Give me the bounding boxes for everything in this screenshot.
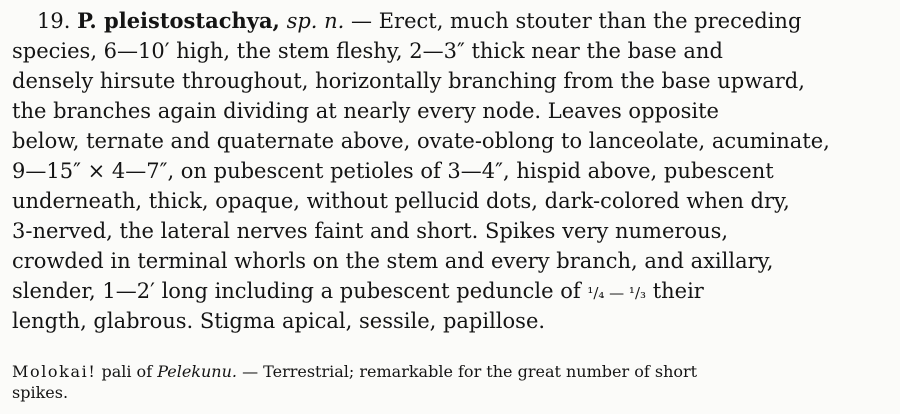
description-line: species, 6—10′ high, the stem fleshy, 2—3″ thick near the base and <box>12 39 723 63</box>
description-line: crowded in terminal whorls on the stem and every branch, and axillary, <box>12 249 774 273</box>
fraction-range: ¹/₄ — ¹/₃ <box>587 284 647 302</box>
locality-note <box>12 361 892 403</box>
description-line: length, glabrous. Stigma apical, sessile, papillose. <box>12 309 546 333</box>
description-line: the branches again dividing at nearly every node. Leaves opposite <box>12 99 719 123</box>
species-description <box>12 6 892 336</box>
locality-place: Pelekunu. <box>157 362 237 381</box>
description-line: 3-nerved, the lateral nerves faint and short. Spikes very numerous, <box>12 219 729 243</box>
species-name: P. pleistostachya, <box>77 8 280 33</box>
entry-number: 19. <box>37 9 71 33</box>
locality-line: spikes. <box>12 383 69 402</box>
species-status: sp. n. <box>286 9 345 33</box>
description-line <box>12 6 892 36</box>
description-line: 9—15″ × 4—7″, on pubescent petioles of 3—4″, hispid above, pubescent <box>12 159 774 183</box>
description-line <box>12 276 892 306</box>
locality-line <box>12 361 892 382</box>
locality-text: pali of <box>101 362 153 381</box>
description-line: underneath, thick, opaque, without pellucid dots, dark-colored when dry, <box>12 189 790 213</box>
description-text: their <box>652 279 704 303</box>
description-line: below, ternate and quaternate above, ovate-oblong to lanceolate, acuminate, <box>12 129 830 153</box>
locality-text: — Terrestrial; remarkable for the great number of short <box>242 362 698 381</box>
description-text: slender, 1—2′ long including a pubescent peduncle of <box>12 279 581 303</box>
description-text: — Erect, much stouter than the preceding <box>351 9 802 33</box>
description-line: densely hirsute throughout, horizontally branching from the base upward, <box>12 69 805 93</box>
locality-island: Molokai! <box>12 362 97 381</box>
